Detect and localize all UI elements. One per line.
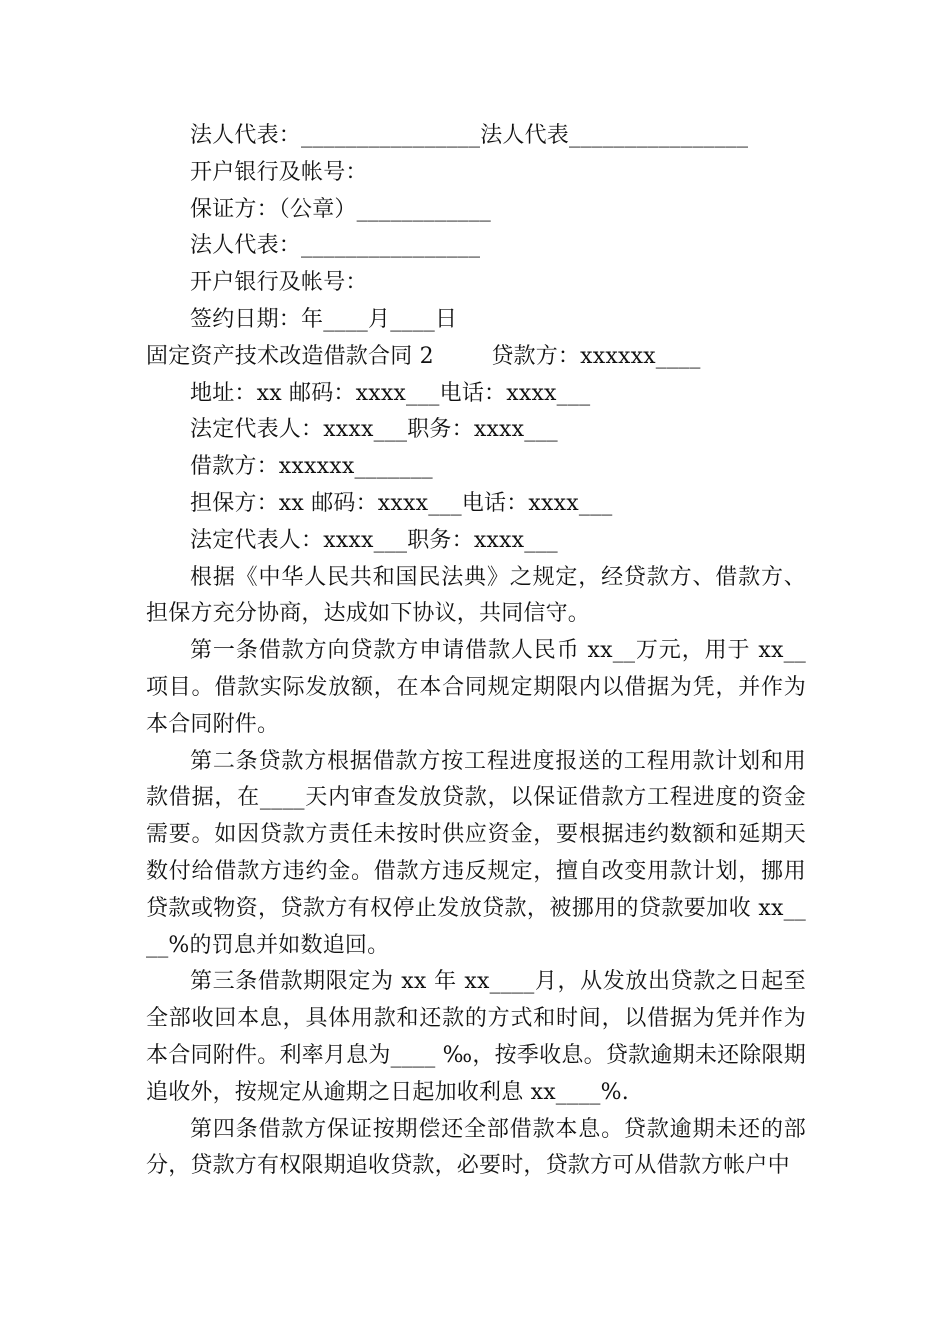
signature-line-sign-date: 签约日期：年____月____日 — [190, 306, 458, 332]
paragraph-preamble: 根据《中华人民共和国民法典》之规定，经贷款方、借款方、担保方充分协商，达成如下协议，共同信守。 — [146, 564, 806, 627]
party-line-legal-rep: 法定代表人：xxxx___职务：xxxx___ — [190, 417, 558, 443]
party-line-address: 地址：xx 邮码：xxxx___电话：xxxx___ — [190, 380, 591, 406]
document-body — [146, 118, 806, 1185]
party-line-borrower: 借款方：xxxxxx_______ — [190, 454, 433, 480]
paragraph-article-2: 第二条贷款方根据借款方按工程进度报送的工程用款计划和用款借据，在____天内审查发放贷款，以保证借款方工程进度的资金需要。如因贷款方责任未按时供应资金，要根据违约数额和延期天数付给借款方违约金。借款方违反规定，擅自改变用款计划，挪用贷款或物资，贷款方有权停止发放贷款，被挪用的贷款要加收 xx____%的罚息并如数追回。 — [146, 748, 806, 958]
paragraph-article-4: 第四条借款方保证按期偿还全部借款本息。贷款逾期未还的部分，贷款方有权限期追收贷款，必要时，贷款方可从借款方帐户中 — [146, 1116, 806, 1179]
signature-line-bank-account-2: 开户银行及帐号： — [190, 270, 368, 296]
party-line-legal-rep-2: 法定代表人：xxxx___职务：xxxx___ — [190, 527, 558, 553]
contract-header: 固定资产技术改造借款合同 2 贷款方：xxxxxx____ — [146, 343, 701, 369]
paragraph-article-3: 第三条借款期限定为 xx 年 xx____月，从发放出贷款之日起至全部收回本息，具体用款和还款的方式和时间，以借据为凭并作为本合同附件。利率月息为____ ‰，按季收息。贷款逾期未还除限期追收外，按规定从逾期之日起加收利息 xx____%. — [146, 969, 806, 1105]
signature-line-guarantor-seal: 保证方：（公章）____________ — [190, 196, 492, 222]
signature-line-bank-account: 开户银行及帐号： — [190, 159, 368, 185]
paragraph-article-1: 第一条借款方向贷款方申请借款人民币 xx__万元，用于 xx__项目。借款实际发放额，在本合同规定期限内以借据为凭，并作为本合同附件。 — [146, 638, 806, 737]
party-line-guarantor: 担保方：xx 邮码：xxxx___电话：xxxx___ — [190, 490, 613, 516]
signature-line-legal-rep: 法人代表：________________ — [190, 233, 481, 259]
signature-line-legal-rep-both: 法人代表：________________法人代表________________ — [190, 123, 749, 148]
